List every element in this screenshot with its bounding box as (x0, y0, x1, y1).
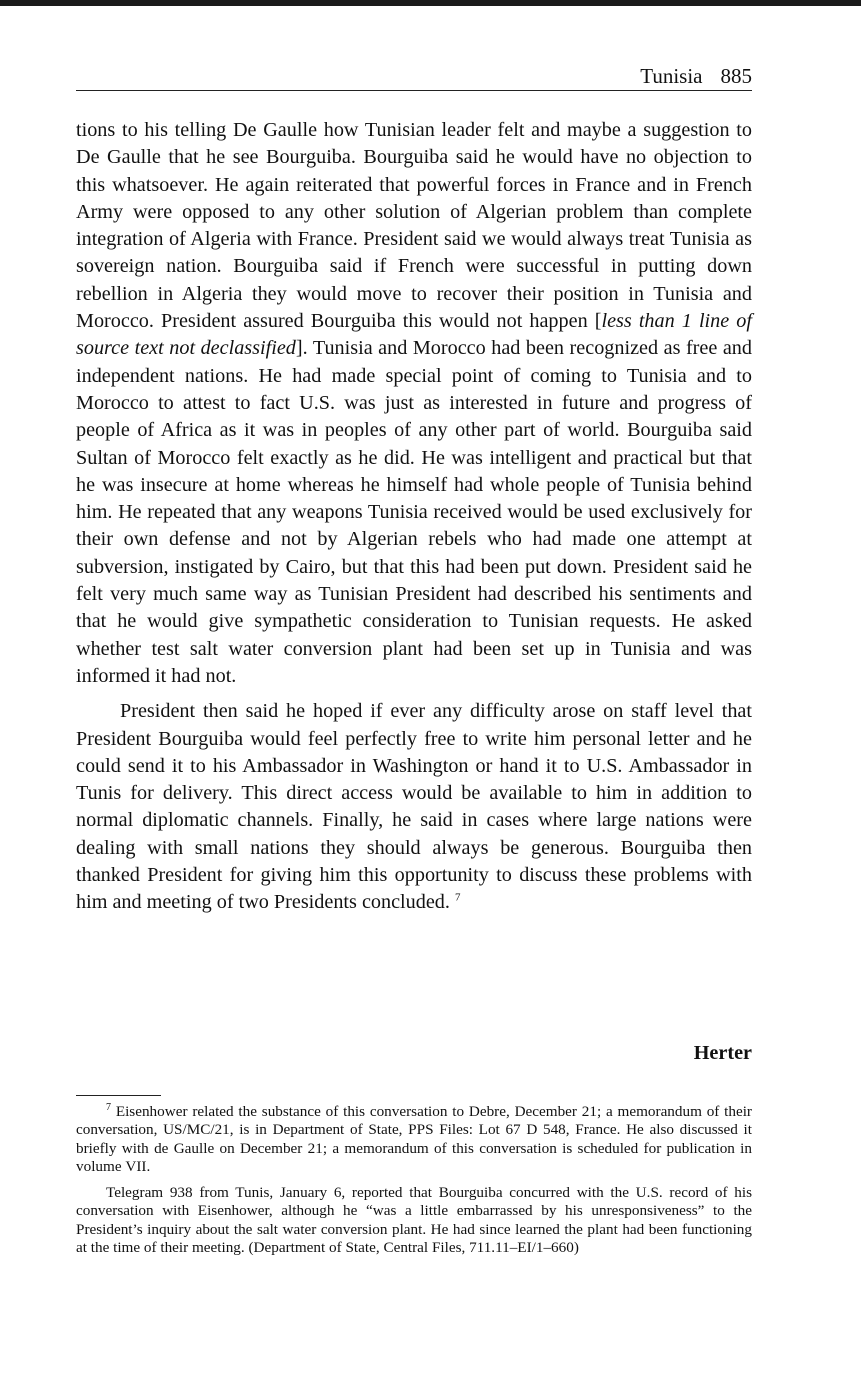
paragraph-2 (76, 698, 752, 916)
running-header-title: Tunisia (640, 64, 703, 88)
footnote-7-volume: VII. (125, 1157, 151, 1175)
paragraph-1-part-b: ]. Tunisia and Morocco had been recognized as free and independent nations. He had made special point of coming to Tunisia and to Morocco to attest to fact U.S. was just as interested in future and progress of people of Africa as it was in peoples of any other part of world. Bourguiba said Sultan of Morocco felt exactly as he did. He was intelligent and practical but that he was insecure at home whereas he himself had whole people of Tunisia behind him. He repeated that any weapons Tunisia received would be used exclusively for their own defense and not by Algerian rebels who had made one attempt at subversion, instigated by Cairo, but that this had been put down. President said he felt very much same way as Tunisian President had described his sentiments and that he would give sympathetic consideration to Tunisian requests. He asked whether test salt water conversion plant had been set up in Tunisia and was informed it had not. (76, 337, 752, 687)
signature-herter: Herter (693, 1042, 752, 1064)
top-edge-rule (0, 0, 861, 6)
main-text (76, 117, 752, 917)
running-header (76, 62, 752, 91)
page-number: 885 (720, 64, 752, 88)
paragraph-2-text: President then said he hoped if ever any difficulty arose on staff level that President Bourguiba would feel perfectly free to write him personal letter and he could send it to his Ambassador in Washington or hand it to U.S. Ambassador in Tunis for delivery. This direct access would be available to him in addition to normal diplomatic channels. Finally, he said in cases where large nations were dealing with small nations they should always be generous. Bourguiba then thanked President for giving him this opportunity to discuss these problems with him and meeting of two Presidents concluded. (76, 700, 752, 914)
footnote-7 (76, 1103, 752, 1176)
footnote-reference[interactable]: 7 (455, 891, 461, 904)
editorial-note-italic: less than 1 line of source text not declassified (76, 310, 752, 360)
footnote-separator (76, 1095, 161, 1096)
paragraph-1 (76, 117, 752, 690)
footnotes (76, 1103, 752, 1257)
footnote-7-continued-text: Telegram 938 from Tunis, January 6, reported that Bourguiba concurred with the U.S. record of his conversation with Eisenhower, although he “was a little embarrassed by his unresponsiveness” to the President’s inquiry about the salt water conversion plant. He had since learned the plant had been functioning at the time of their meeting. (Department of State, Central Files, 711.11–EI/1–660) (76, 1184, 752, 1257)
footnote-7-continued (76, 1184, 752, 1257)
paragraph-1-part-a: tions to his telling De Gaulle how Tunisian leader felt and maybe a suggestion to De Gaulle that he see Bourguiba. Bourguiba said he would have no objection to this whatsoever. He again reiterated that powerful forces in France and in French Army were opposed to any other solution of Algerian problem than complete integration of Algeria with France. President said we would always treat Tunisia as sovereign nation. Bourguiba said if French were successful in putting down rebellion in Algeria they would move to recover their position in Tunisia and Morocco. President assured Bourguiba this would not happen [ (76, 119, 752, 333)
footnote-7-mark: 7 (106, 1101, 111, 1113)
footnote-7-text: Eisenhower related the substance of this conversation to Debre, December 21; a memorandum of their conversation, US/MC/21, is in Department of State, PPS Files: Lot 67 D 548, France. He also discussed it briefly with de Gaulle on December 21; a memorandum of this conversation is scheduled for publication in volume (76, 1103, 752, 1175)
